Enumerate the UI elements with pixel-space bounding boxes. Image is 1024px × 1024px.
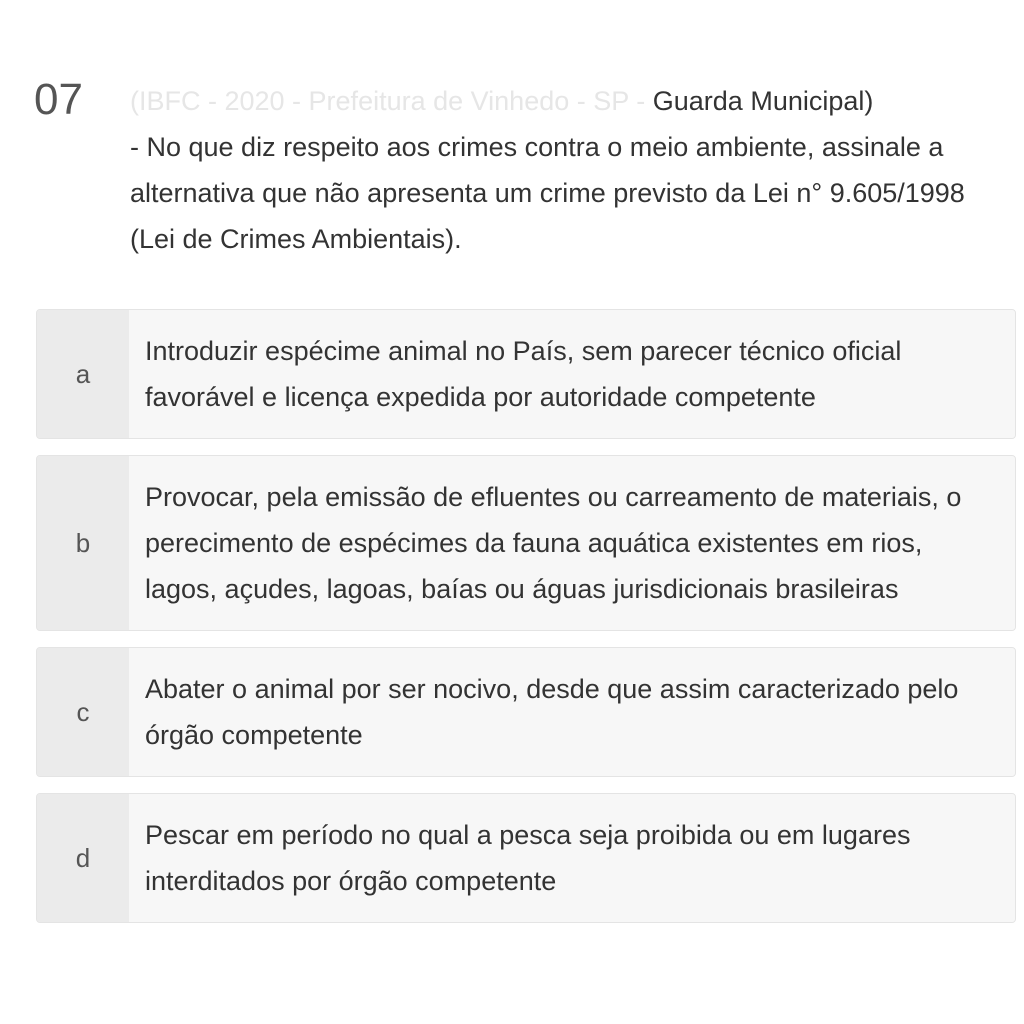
alternative-letter[interactable]: b: [37, 456, 129, 630]
alternative-a[interactable]: [36, 309, 1016, 439]
alternative-text[interactable]: Abater o animal por ser nocivo, desde que assim caracterizado pelo órgão competente: [129, 648, 1015, 776]
question-number: 07: [34, 75, 83, 124]
alternative-letter[interactable]: a: [37, 310, 129, 438]
alternative-d[interactable]: [36, 793, 1016, 923]
alternative-text[interactable]: Introduzir espécime animal no País, sem parecer técnico oficial favorável e licença expedida por autoridade competente: [129, 310, 1015, 438]
question-source: Guarda Municipal): [652, 86, 874, 116]
question-statement: - No que diz respeito aos crimes contra o meio ambiente, assinale a alternativa que não apresenta um crime previsto da Lei n° 9.605/1998 (Lei de Crimes Ambientais).: [130, 132, 965, 254]
alternative-text[interactable]: Provocar, pela emissão de efluentes ou carreamento de materiais, o perecimento de espécimes da fauna aquática existentes em rios, lagos, açudes, lagoas, baías ou águas jurisdicionais brasileiras: [129, 456, 1015, 630]
alternative-text[interactable]: Pescar em período no qual a pesca seja proibida ou em lugares interditados por órgão competente: [129, 794, 1015, 922]
question-text: [130, 78, 990, 262]
alternative-c[interactable]: [36, 647, 1016, 777]
alternative-letter[interactable]: c: [37, 648, 129, 776]
alternatives-list: [36, 309, 1016, 939]
alternative-letter[interactable]: d: [37, 794, 129, 922]
question-source-faded: (IBFC - 2020 - Prefeitura de Vinhedo - SP -: [130, 86, 653, 116]
alternative-b[interactable]: [36, 455, 1016, 631]
